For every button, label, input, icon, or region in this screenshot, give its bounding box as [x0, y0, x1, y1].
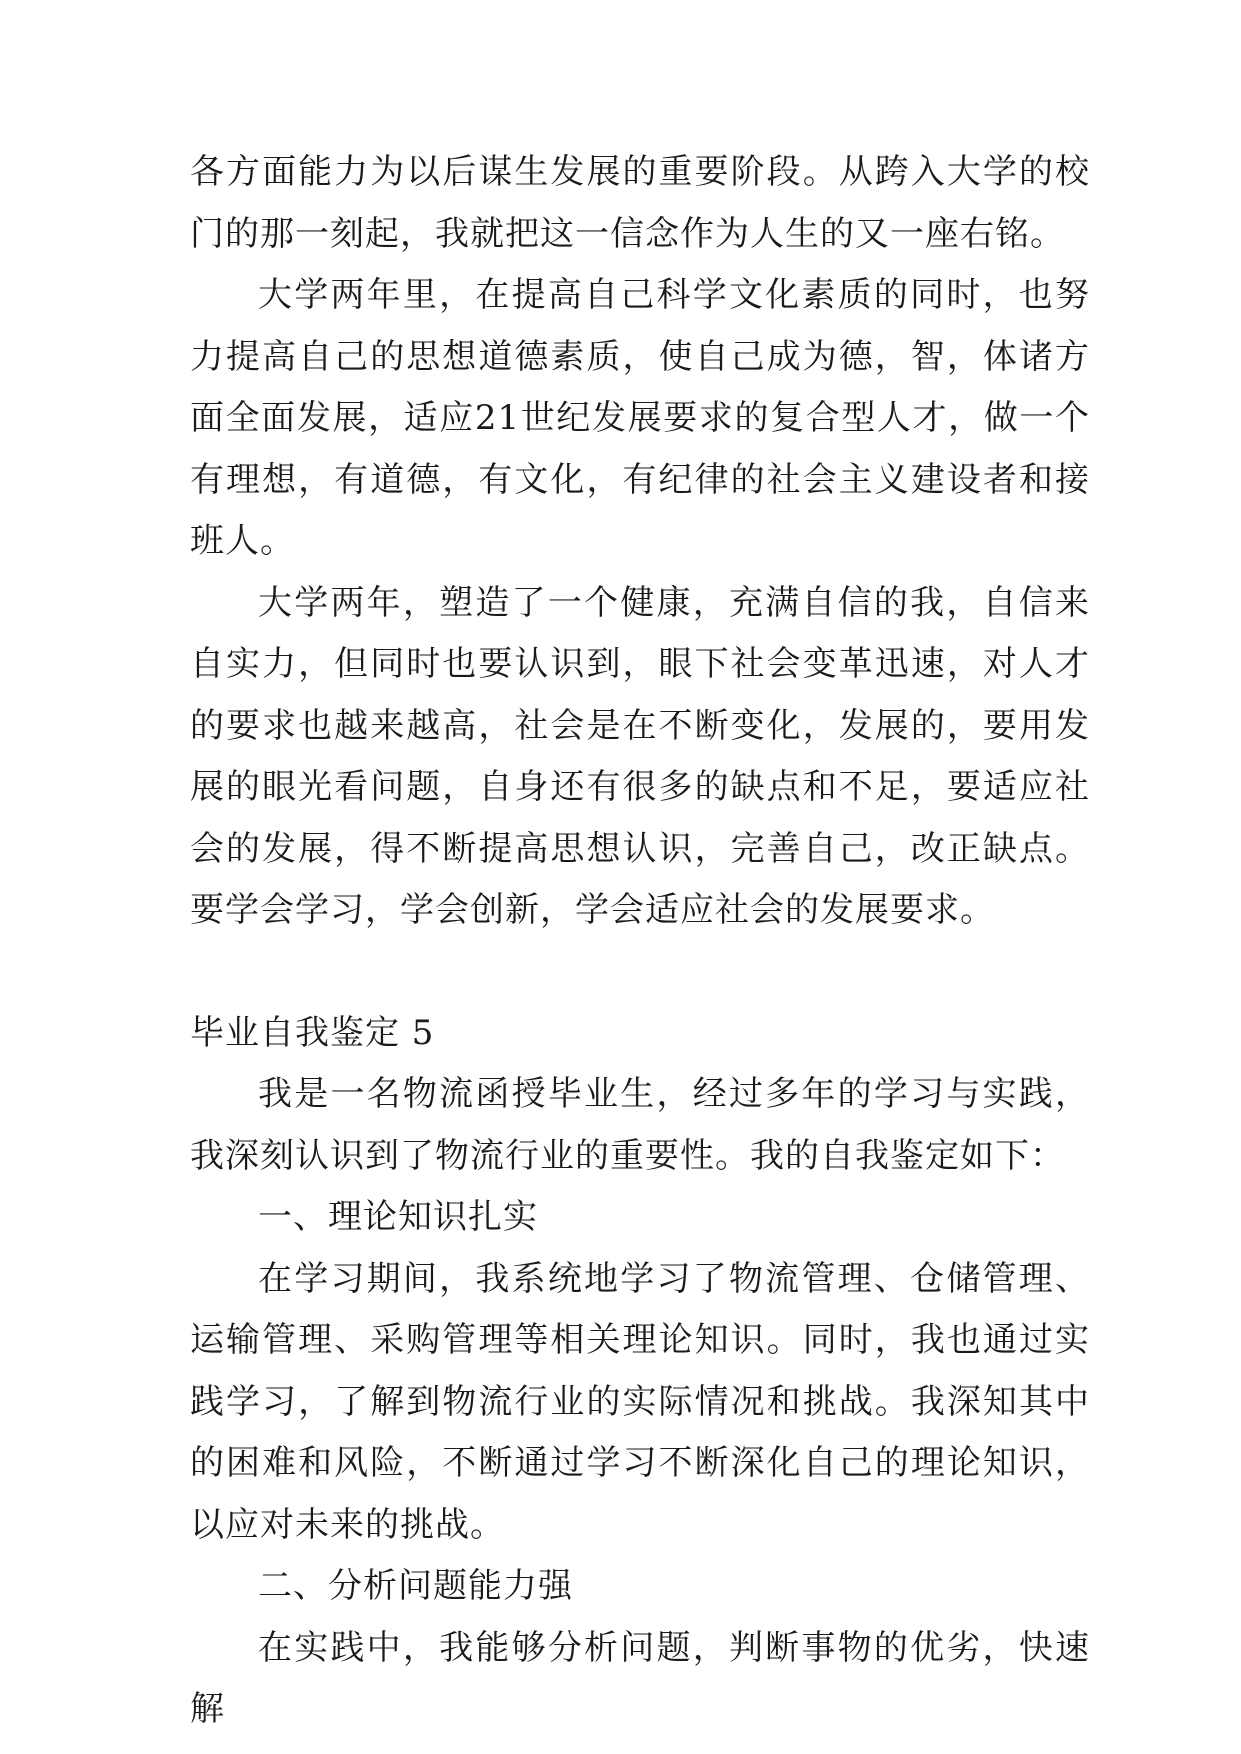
paragraph-analysis-ability: 在实践中，我能够分析问题，判断事物的优劣，快速解	[190, 1627, 1090, 1729]
document-body	[190, 142, 1090, 1741]
paragraph-continuation: 各方面能力为以后谋生发展的重要阶段。从跨入大学的校门的那一刻起，我就把这一信念作为人生的又一座右铭。	[190, 152, 1090, 254]
section-heading-self-evaluation-5: 毕业自我鉴定 5	[190, 1012, 435, 1053]
paragraph-university-two-years: 大学两年里，在提高自己科学文化素质的同时，也努力提高自己的思想道德素质，使自己成为德，智，体诸方面全面发展，适应21世纪发展要求的复合型人才，做一个有理想，有道德，有文化，有纪律的社会主义建设者和接班人。	[190, 275, 1090, 561]
subheading-analysis-ability: 二、分析问题能力强	[258, 1566, 573, 1606]
paragraph-logistics-intro: 我是一名物流函授毕业生，经过多年的学习与实践，我深刻认识到了物流行业的重要性。我的自我鉴定如下：	[190, 1074, 1090, 1176]
paragraph-theory-knowledge: 在学习期间，我系统地学习了物流管理、仓储管理、运输管理、采购管理等相关理论知识。同时，我也通过实践学习，了解到物流行业的实际情况和挑战。我深知其中的困难和风险，不断通过学习不断深化自己的理论知识，以应对未来的挑战。	[190, 1258, 1090, 1545]
subheading-theory-knowledge: 一、理论知识扎实	[258, 1197, 538, 1237]
paragraph-confidence: 大学两年，塑造了一个健康，充满自信的我，自信来自实力，但同时也要认识到，眼下社会变革迅速，对人才的要求也越来越高，社会是在不断变化，发展的，要用发展的眼光看问题，自身还有很多的缺点和不足，要适应社会的发展，得不断提高思想认识，完善自己，改正缺点。要学会学习，学会创新，学会适应社会的发展要求。	[190, 582, 1090, 930]
